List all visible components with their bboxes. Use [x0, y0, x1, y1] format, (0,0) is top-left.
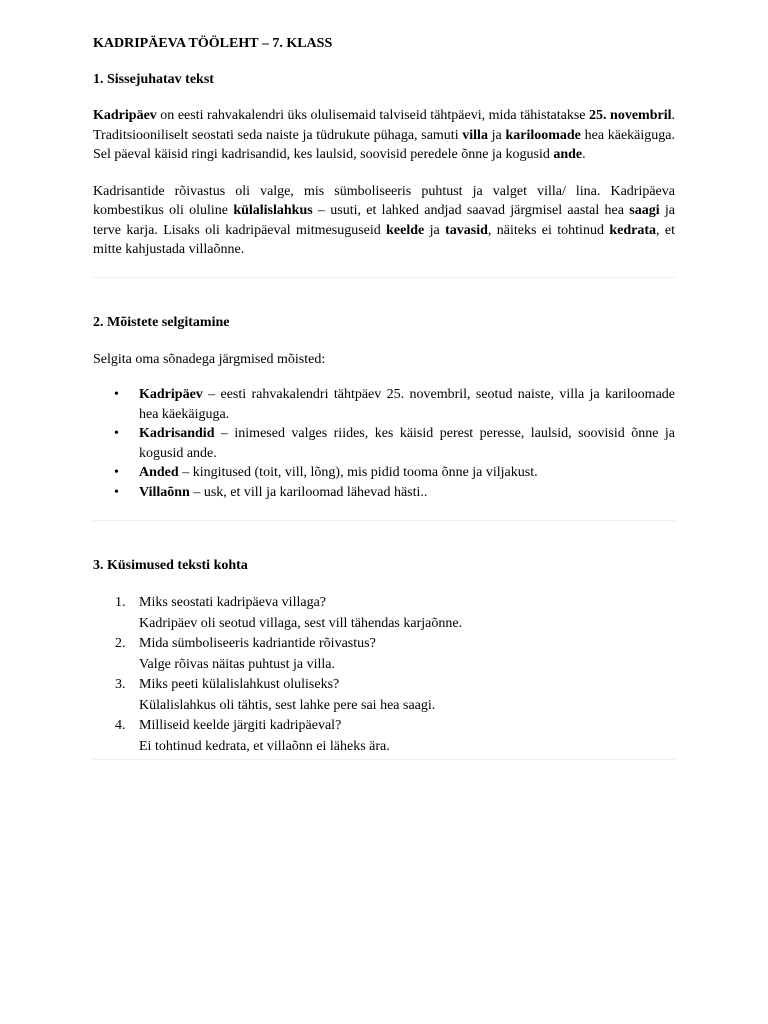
bullet-icon: • [114, 426, 119, 441]
definition-item [93, 463, 675, 483]
question-number: 3. [115, 677, 126, 692]
paragraph-text: . Traditsiooniliselt seostati seda naiste ja tüdrukute pühaga, samuti [93, 108, 675, 143]
paragraph-text: ja terve karja. Lisaks oli kadripäeval mitmesuguseid [93, 203, 675, 238]
bullet-icon: • [114, 465, 119, 480]
emphasized-term: külalislahkus [233, 203, 313, 218]
paragraph-text: ja [487, 127, 506, 143]
question-number: 4. [115, 718, 126, 733]
emphasized-term: tavasid [445, 222, 488, 238]
section1-paragraph-1 [93, 106, 675, 165]
answer-text: Valge rõivas näitas puhtust ja villa. [139, 656, 335, 672]
question-text: Mida sümboliseeris kadriantide rõivastus? [139, 636, 376, 651]
emphasized-term: saagi [629, 203, 660, 218]
paragraph-text: Kadrisantide rõivastus oli valge, mis sümboliseeris puhtust ja valget villa/ lina. Kadripäeva kombestikus oli oluline [93, 183, 675, 218]
definition-item [93, 424, 675, 463]
bullet-icon: • [114, 484, 119, 500]
paragraph-text: on eesti rahvakalendri üks olulisemaid talviseid tähtpäevi, mida tähistatakse [156, 108, 590, 123]
answer-text: Ei tohtinud kedrata, et villaõnn ei läheks ära. [139, 738, 390, 754]
emphasized-term: Kadripäev [93, 108, 157, 123]
definition-term: Kadrisandid [139, 426, 215, 441]
definitions-list [93, 385, 675, 502]
emphasized-term: keelde [386, 222, 425, 238]
bullet-icon: • [114, 387, 119, 402]
definition-text: – inimesed valges riides, kes käisid perest peresse, laulsid, soovisid õnne ja kogusid ande. [139, 426, 675, 461]
question-number: 2. [115, 636, 126, 651]
emphasized-term: villa [462, 127, 488, 143]
paragraph-text: – usuti, et lahked andjad saavad järgmisel aastal hea [312, 203, 630, 218]
answer-text: Kadripäev oli seotud villaga, sest vill tähendas karjaõnne. [139, 615, 463, 631]
emphasized-term: 25. novembril [589, 108, 672, 123]
section3-heading: 3. Küsimused teksti kohta [93, 558, 248, 573]
question-text: Milliseid keelde järgiti kadripäeval? [139, 718, 342, 733]
section2-intro: Selgita oma sõnadega järgmised mõisted: [93, 351, 326, 367]
section1-paragraph-2 [93, 182, 675, 260]
definition-text: – usk, et vill ja kariloomad lähevad hästi.. [189, 484, 428, 500]
paragraph-text: hea käekäiguga. Sel päeval käisid ringi kadrisandid, kes laulsid, soovisid peredele õnne ja kogusid [93, 127, 675, 162]
question-item [93, 675, 675, 716]
questions-list [93, 593, 675, 757]
question-text: Miks peeti külalislahkust oluliseks? [139, 677, 340, 692]
definition-item [93, 483, 675, 503]
emphasized-term: ande [553, 147, 583, 162]
definition-term: Kadripäev [139, 387, 203, 402]
question-number: 1. [115, 595, 126, 610]
definition-text: – kingitused (toit, vill, lõng), mis pidid tooma õnne ja viljakust. [178, 465, 538, 480]
emphasized-term: kedrata [609, 222, 656, 238]
answer-text: Külalislahkus oli tähtis, sest lahke pere sai hea saagi. [139, 697, 436, 713]
definition-item [93, 385, 675, 424]
emphasized-term: kariloomade [505, 127, 581, 143]
paragraph-text: , et mitte kahjustada villaõnne. [93, 222, 675, 257]
section2-heading: 2. Mõistete selgitamine [93, 314, 230, 330]
paragraph-text: , näiteks ei tohtinud [487, 222, 610, 238]
question-item [93, 716, 675, 757]
paragraph-text: ja [424, 222, 446, 238]
divider-3 [93, 759, 675, 760]
question-item [93, 593, 675, 634]
question-text: Miks seostati kadripäeva villaga? [139, 595, 326, 610]
section1-heading: 1. Sissejuhatav tekst [93, 72, 214, 87]
definition-term: Villaõnn [139, 484, 190, 500]
page-title: KADRIPÄEVA TÖÖLEHT – 7. KLASS [93, 36, 333, 51]
definition-term: Anded [139, 465, 179, 480]
question-item [93, 634, 675, 675]
paragraph-text: . [582, 147, 586, 162]
definition-text: – eesti rahvakalendri tähtpäev 25. novembril, seotud naiste, villa ja kariloomade hea käekäiguga. [139, 387, 675, 422]
